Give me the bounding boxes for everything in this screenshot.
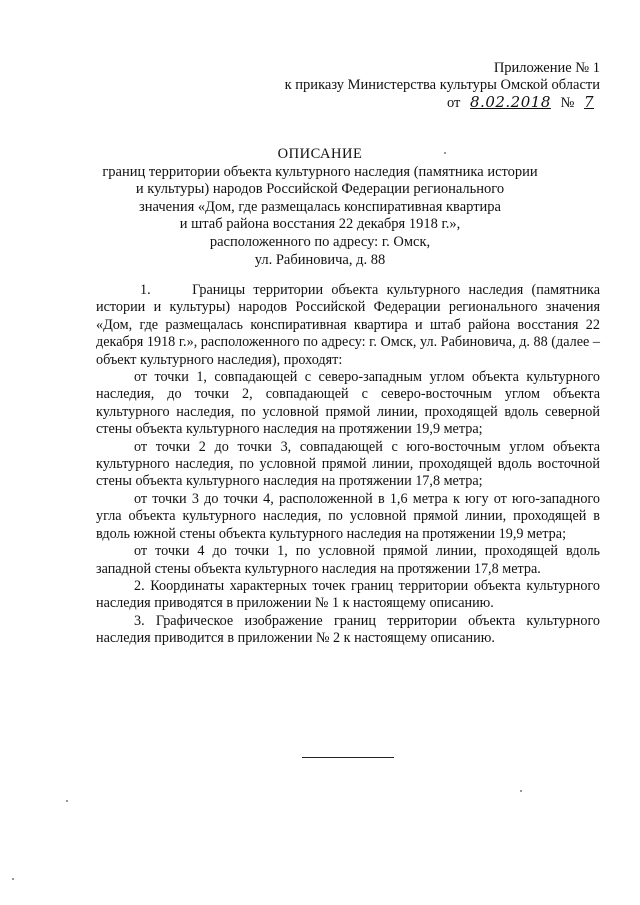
paragraph-3: 3. Графическое изображение границ территории объекта культурного наследия приводится в приложении № 2 к настоящему описанию. (96, 612, 600, 647)
title-line: расположенного по адресу: г. Омск, (209, 233, 431, 250)
title-line: и штаб района восстания 22 декабря 1918 г.», (179, 216, 461, 233)
title-line: значения «Дом, где размещалась конспиративная квартира (139, 198, 501, 215)
handwritten-number: 7 (583, 93, 594, 111)
boundary-segment-4-1: от точки 4 до точки 1, по условной прямой линии, проходящей вдоль западной стены объекта культурного наследия на протяжении 17,8 метра. (96, 543, 600, 577)
paragraph-1: 1. Границы территории объекта культурного наследия (памятника истории и культуры) народов Российской Федерации регионального значения «Дом, где размещалась конспиративная квартира и штаб района восстания 22 декабря 1918 г.», расположенного по адресу: г. Омск, ул. Рабиновича, д. 88 (далее – объект культурного наследия), проходят: (96, 282, 600, 368)
date-prefix: от (446, 95, 461, 111)
closing-divider (302, 757, 394, 758)
scan-speck (520, 790, 522, 792)
document-header (220, 60, 600, 112)
document-heading: ОПИСАНИЕ (277, 146, 363, 162)
scan-speck (12, 878, 14, 880)
title-line: границ территории объекта культурного наследия (памятника истории (102, 163, 538, 180)
title-line: ул. Рабиновича, д. 88 (254, 251, 386, 268)
paragraph-2: 2. Координаты характерных точек границ территории объекта культурного наследия приводятся в приложении № 1 к настоящему описанию. (96, 577, 600, 612)
boundary-segment-1-2: от точки 1, совпадающей с северо-западным углом объекта культурного наследия, до точки 2, совпадающей с северо-восточным углом объекта культурного наследия, по условной прямой линии, проходящей вдоль северной стены объекта культурного наследия на протяжении 19,9 метра; (96, 369, 600, 438)
handwritten-date: 8.02.2018 (470, 93, 551, 111)
appendix-label: Приложение № 1 (493, 60, 600, 76)
title-line: и культуры) народов Российской Федерации регионального (135, 181, 505, 198)
boundary-segment-2-3: от точки 2 до точки 3, совпадающей с юго-восточным углом объекта культурного наследия, по условной прямой линии, проходящей вдоль восточной стены объекта культурного наследия на протяжении 17,8 метра; (96, 438, 600, 490)
scan-speck (444, 152, 446, 154)
date-number-line (220, 94, 600, 112)
order-reference: к приказу Министерства культуры Омской области (284, 77, 600, 93)
scan-speck (66, 800, 68, 802)
document-body (96, 282, 600, 648)
document-title-block (90, 146, 550, 269)
boundary-segment-3-4: от точки 3 до точки 4, расположенной в 1,6 метра к югу от юго-западного угла объекта культурного наследия, по условной прямой линии, проходящей в вдоль южной стены объекта культурного наследия на протяжении 19,9 метра; (96, 490, 600, 542)
number-prefix: № (560, 95, 575, 111)
